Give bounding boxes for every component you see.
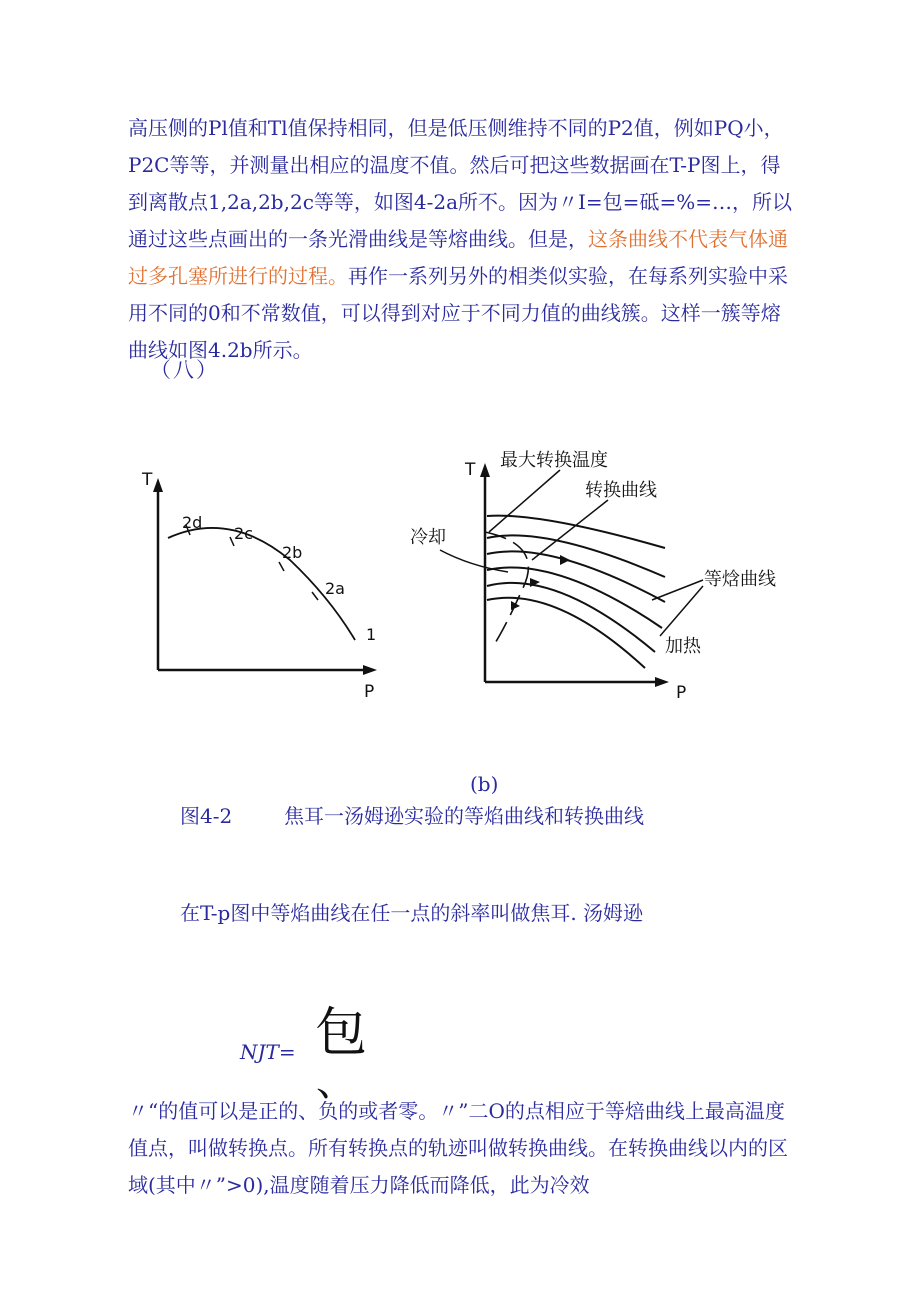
label-cooling: 冷却 [410, 527, 446, 548]
figure-sub-label: (b) [470, 772, 499, 796]
right-y-label: T [465, 460, 476, 480]
equation-symbol: 包 [315, 1003, 368, 1063]
figure-title: 焦耳一汤姆逊实验的等焰曲线和转换曲线 [284, 804, 644, 828]
right-axes [485, 470, 662, 682]
left-y-arrow-icon [153, 478, 163, 492]
label-max-inversion-temp: 最大转换温度 [500, 450, 608, 471]
label-isenthalpic: 等焓曲线 [704, 569, 776, 590]
paragraph-1-text: 高压侧的Pl值和Tl值保持相同，但是低压侧维持不同的P2值，例如PQ小，P2C等等，并测量出相应的温度不值。然后可把这些数据画在T-P图上，得到离散点1,2a,2b,2c等等，如图4-2a所不。因为〃I=包=砥=%=…，所以通过这些点画出的一条光滑曲线是等熔曲线。但是， [128, 116, 792, 251]
paragraph-1-text-end: 再作一系列另外的相类似实验，在每系列实验中采用不同的0和不常数值，可以得到对应于不同力值的曲线簇。这样一簇等熔曲线如图4.2b所示。 [128, 264, 788, 362]
isenthalpic-curve-family [487, 516, 665, 668]
figure-number: 图4-2 [180, 804, 233, 828]
point-label-2c: 2c [234, 524, 253, 543]
left-x-label: P [364, 682, 375, 702]
right-x-arrow-icon [655, 677, 669, 687]
paragraph-1-highlight: 这条曲线不代表气体通过多孔塞所进行的过程。 [128, 227, 788, 288]
point-label-1: 1 [366, 625, 377, 644]
equation-mark: 、 [316, 1059, 356, 1105]
equation-lhs: NJT= [240, 1040, 296, 1064]
left-x-arrow-icon [363, 665, 377, 675]
paragraph-2: 在T-p图中等焰曲线在任一点的斜率叫做焦耳. 汤姆逊 [180, 901, 644, 925]
inversion-curve [485, 532, 528, 648]
left-y-label: T [142, 470, 153, 490]
section-label: （八） [150, 358, 219, 382]
point-label-2d: 2d [182, 513, 203, 532]
right-x-label: P [676, 683, 687, 703]
paragraph-3: 〃“的值可以是正的、负的或者零。〃”二O的点相应于等焙曲线上最高温度值点，叫做转换点。所有转换点的轨迹叫做转换曲线。在转换曲线以内的区域(其中〃”>0),温度随着压力降低而降低，此为冷效 [128, 1099, 788, 1197]
annotation-leaders [440, 470, 703, 636]
point-label-2a: 2a [325, 579, 345, 598]
label-heating: 加热 [665, 636, 701, 657]
right-y-arrow-icon [480, 463, 490, 477]
label-inversion-curve: 转换曲线 [585, 480, 657, 501]
point-label-2b: 2b [282, 543, 303, 562]
